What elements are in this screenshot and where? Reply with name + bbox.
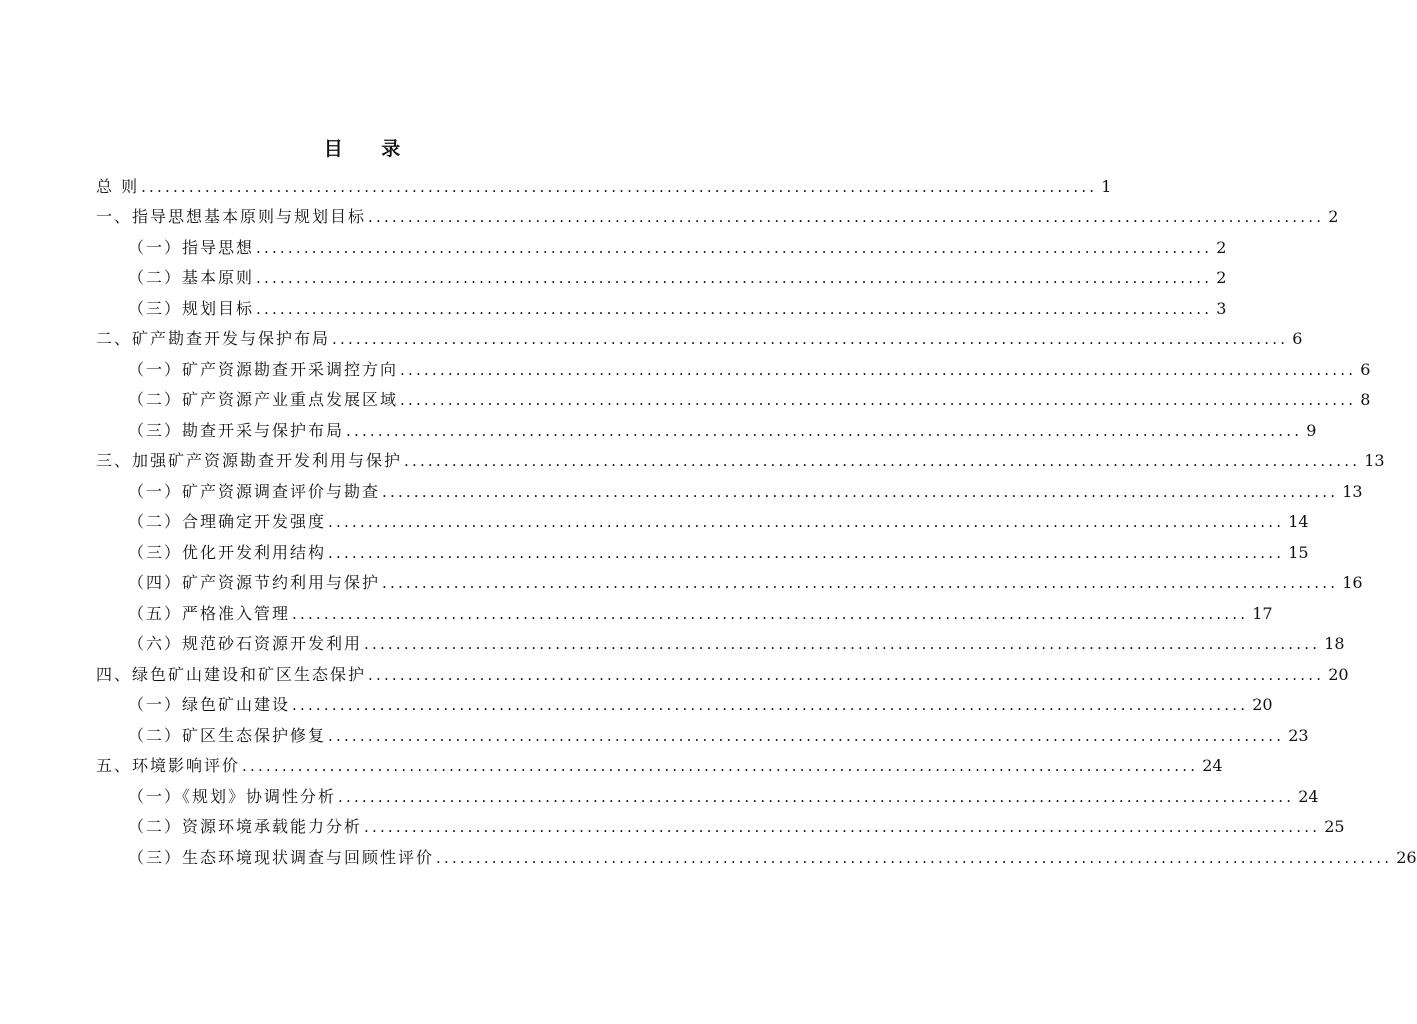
toc-entry-page-number: 13 [1364, 451, 1385, 470]
toc-leader-dots: ........................................................................................................................ [256, 299, 1213, 318]
toc-entry[interactable] [96, 288, 1227, 319]
toc-entry-page-number: 24 [1298, 786, 1319, 806]
toc-leader-dots: ........................................................................................................................ [292, 696, 1249, 714]
toc-entry-label: （三）勘查开采与保护布局 [128, 420, 345, 440]
toc-entry-label: （一）矿产资源勘查开采调控方向 [128, 359, 399, 379]
toc-leader-dots: ........................................................................................................................ [364, 818, 1321, 836]
toc-leader-dots: ........................................................................................................................ [141, 177, 1098, 196]
toc-entry-label: （六）规范砂石资源开发利用 [128, 634, 363, 653]
toc-entry[interactable] [96, 502, 1309, 533]
toc-entry-label: 二、矿产勘查开发与保护布局 [96, 329, 331, 348]
toc-leader-dots: ........................................................................................................................ [328, 726, 1285, 745]
toc-entry[interactable] [96, 685, 1273, 716]
toc-leader-dots: ........................................................................................................................ [368, 208, 1325, 226]
toc-leader-dots: ........................................................................................................................ [436, 848, 1393, 867]
toc-entry-page-number: 2 [1216, 268, 1227, 287]
toc-entry-label: （一）矿产资源调查评价与勘查 [128, 481, 381, 501]
toc-entry[interactable] [96, 624, 1345, 655]
toc-entry[interactable] [96, 776, 1319, 807]
toc-entry-page-number: 13 [1342, 481, 1363, 501]
toc-entry-page-number: 18 [1324, 634, 1345, 653]
toc-entry-label: （二）矿区生态保护修复 [128, 725, 327, 745]
toc-entry-page-number: 26 [1396, 847, 1417, 867]
toc-entry[interactable] [96, 410, 1317, 441]
toc-entry-page-number: 20 [1328, 664, 1349, 684]
toc-entry-page-number: 3 [1216, 298, 1227, 318]
toc-entry-label: （三）优化开发利用结构 [128, 542, 327, 562]
toc-entry-page-number: 9 [1306, 420, 1317, 440]
toc-title: 目 录 [323, 138, 417, 160]
toc-entry-label: （三）生态环境现状调查与回顾性评价 [128, 847, 435, 867]
toc-leader-dots: ........................................................................................................................ [292, 604, 1249, 623]
toc-entry[interactable] [96, 593, 1273, 624]
toc-leader-dots: ........................................................................................................................ [328, 543, 1285, 562]
toc-entry-page-number: 6 [1360, 359, 1371, 379]
toc-entry-page-number: 6 [1292, 329, 1303, 348]
toc-leader-dots: ........................................................................................................................ [364, 635, 1321, 653]
toc-entry-page-number: 2 [1216, 237, 1227, 257]
toc-entry-page-number: 1 [1101, 176, 1112, 196]
toc-leader-dots: ........................................................................................................................ [256, 238, 1213, 257]
toc-entry[interactable] [96, 227, 1227, 258]
toc-entry[interactable] [96, 166, 1112, 197]
toc-leader-dots: ........................................................................................................................ [338, 787, 1295, 806]
toc-entry-label: （二）合理确定开发强度 [128, 512, 327, 531]
toc-entry[interactable] [96, 654, 1349, 685]
toc-entry-page-number: 17 [1252, 603, 1273, 623]
toc-entry[interactable] [96, 258, 1227, 289]
toc-entry[interactable] [96, 349, 1371, 380]
toc-entry-page-number: 23 [1288, 725, 1309, 745]
toc-entry-label: （二）基本原则 [128, 268, 255, 287]
toc-leader-dots: ........................................................................................................................ [256, 269, 1213, 287]
toc-entry[interactable] [96, 532, 1309, 563]
toc-entry-page-number: 25 [1324, 817, 1345, 836]
toc-leader-dots: ........................................................................................................................ [346, 421, 1303, 440]
toc-entry-label: （一）指导思想 [128, 237, 255, 257]
toc-entry-label: （一）绿色矿山建设 [128, 695, 291, 714]
toc-entry-label: 四、绿色矿山建设和矿区生态保护 [96, 664, 367, 684]
toc-entry-page-number: 20 [1252, 695, 1273, 714]
toc-entry-label: 三、加强矿产资源勘查开发利用与保护 [96, 451, 403, 470]
toc-entry[interactable] [96, 715, 1309, 746]
toc-entry-page-number: 15 [1288, 542, 1309, 562]
toc-leader-dots: ........................................................................................................................ [332, 330, 1289, 348]
toc-entry-page-number: 2 [1328, 207, 1339, 226]
toc-entry[interactable] [96, 380, 1371, 411]
toc-entry[interactable] [96, 319, 1303, 350]
toc-entry[interactable] [96, 441, 1385, 472]
toc-entry[interactable] [96, 837, 1417, 868]
toc-entry[interactable] [96, 197, 1339, 228]
toc-leader-dots: ........................................................................................................................ [242, 757, 1199, 775]
toc-leader-dots: ........................................................................................................................ [382, 574, 1339, 592]
toc-entry-label: 五、环境影响评价 [96, 756, 241, 775]
toc-entry[interactable] [96, 746, 1223, 777]
toc-entry-page-number: 16 [1342, 573, 1363, 592]
toc-leader-dots: ........................................................................................................................ [400, 391, 1357, 409]
toc-entry-label: 一、指导思想基本原则与规划目标 [96, 207, 367, 226]
toc-entry-page-number: 14 [1288, 512, 1309, 531]
toc-entry[interactable] [96, 563, 1363, 594]
toc-leader-dots: ........................................................................................................................ [400, 360, 1357, 379]
toc-entry-page-number: 8 [1360, 390, 1371, 409]
toc-entry-label: （一）《规划》协调性分析 [128, 786, 337, 806]
toc-entry[interactable] [96, 471, 1363, 502]
toc-entry[interactable] [96, 807, 1345, 838]
toc-entry-label: （五）严格准入管理 [128, 603, 291, 623]
toc-leader-dots: ........................................................................................................................ [328, 513, 1285, 531]
toc-leader-dots: ........................................................................................................................ [404, 452, 1361, 470]
toc-entry-label: 总 则 [96, 176, 140, 196]
toc-leader-dots: ........................................................................................................................ [382, 482, 1339, 501]
toc-entry-label: （二）资源环境承载能力分析 [128, 817, 363, 836]
toc-list [96, 166, 1417, 868]
toc-entry-label: （三）规划目标 [128, 298, 255, 318]
toc-entry-label: （四）矿产资源节约利用与保护 [128, 573, 381, 592]
toc-entry-label: （二）矿产资源产业重点发展区域 [128, 390, 399, 409]
toc-leader-dots: ........................................................................................................................ [368, 665, 1325, 684]
toc-entry-page-number: 24 [1202, 756, 1223, 775]
